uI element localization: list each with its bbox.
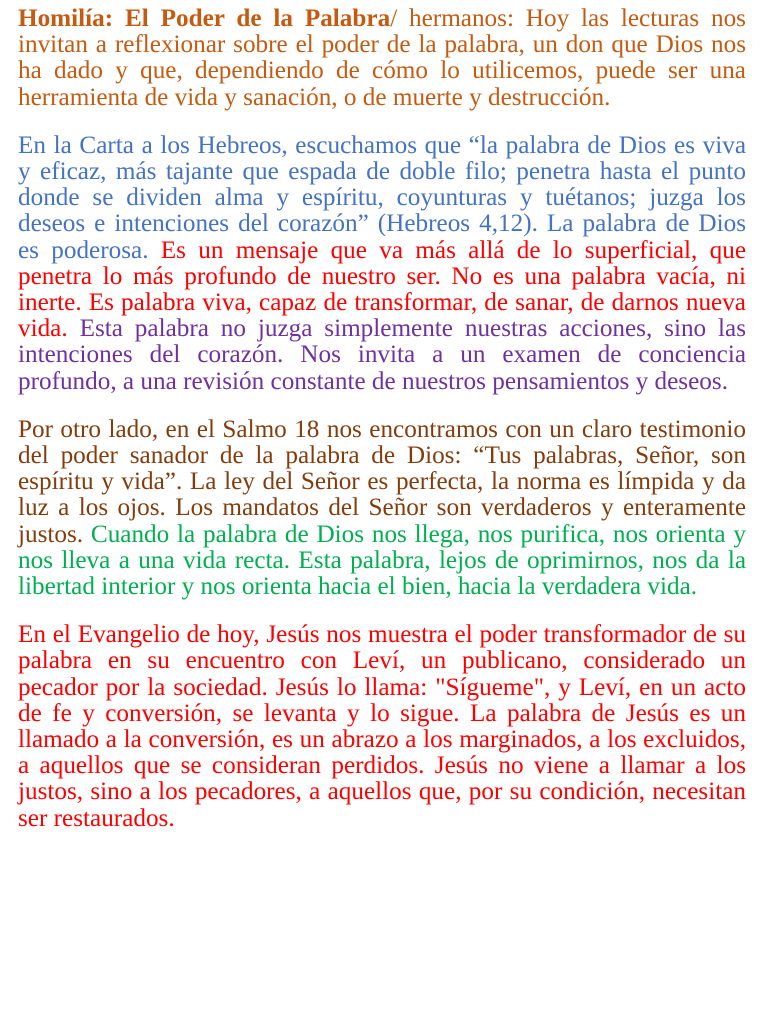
paragraph-gospel xyxy=(18,622,746,832)
hebrews-quote-text: En la Carta a los Hebreos, escuchamos que “la palabra de Dios es viva y eficaz, más tajante que espada de doble filo; penetra hasta el punto donde se dividen alma y espíritu, coyunturas y tuétanos; juzga los deseos e intenciones del corazón” (Hebreos 4,12). La palabra de Dios es poderosa. xyxy=(18,131,746,264)
paragraph-hebrews xyxy=(18,133,746,395)
homily-document xyxy=(18,6,746,854)
purifies-text: Cuando la palabra de Dios nos llega, nos purifica, nos orienta y nos lleva a una vida recta. Esta palabra, lejos de oprimirnos, nos da la libertad interior y nos orienta hacia el bien, hacia la verdadera vida. xyxy=(18,520,746,601)
living-word-text: Es un mensaje que va más allá de lo superficial, que penetra lo más profundo de nuestro ser. No es una palabra vacía, ni inerte. Es palabra viva, capaz de transformar, de sanar, de darnos nueva vida. xyxy=(18,236,747,343)
intro-text: / hermanos: Hoy las lecturas nos invitan a reflexionar sobre el poder de la palabra, un don que Dios nos ha dado y que, dependiendo de cómo lo utilicemos, puede ser una herramienta de vida y sanación, o de muerte y destrucción. xyxy=(18,5,746,111)
paragraph-psalm xyxy=(18,417,746,600)
homily-title: Homilía: El Poder de la Palabra xyxy=(18,5,391,32)
gospel-text: En el Evangelio de hoy, Jesús nos muestra el poder transformador de su palabra en su encuentro con Leví, un publicano, considerado un pecador por la sociedad. Jesús lo llama: "Sígueme", y Leví, en un acto de fe y conversión, se levanta y lo sigue. La palabra de Jesús es un llamado a la conversión, es un abrazo a los marginados, a los excluidos, a aquellos que se consideran perdidos. Jesús no viene a llamar a los justos, sino a los pecadores, a aquellos que, por su condición, necesitan ser restaurados. xyxy=(18,621,746,832)
psalm-text: Por otro lado, en el Salmo 18 nos encontramos con un claro testimonio del poder sanador de la palabra de Dios: “Tus palabras, Señor, son espíritu y vida”. La ley del Señor es perfecta, la norma es límpida y da luz a los ojos. Los mandatos del Señor son verdaderos y enteramente justos. xyxy=(18,415,746,548)
examination-text: Esta palabra no juzga simplemente nuestras acciones, sino las intenciones del corazón. Nos invita a un examen de conciencia profundo, a una revisión constante de nuestros pensamientos y deseos. xyxy=(18,315,747,395)
paragraph-intro xyxy=(18,6,746,111)
